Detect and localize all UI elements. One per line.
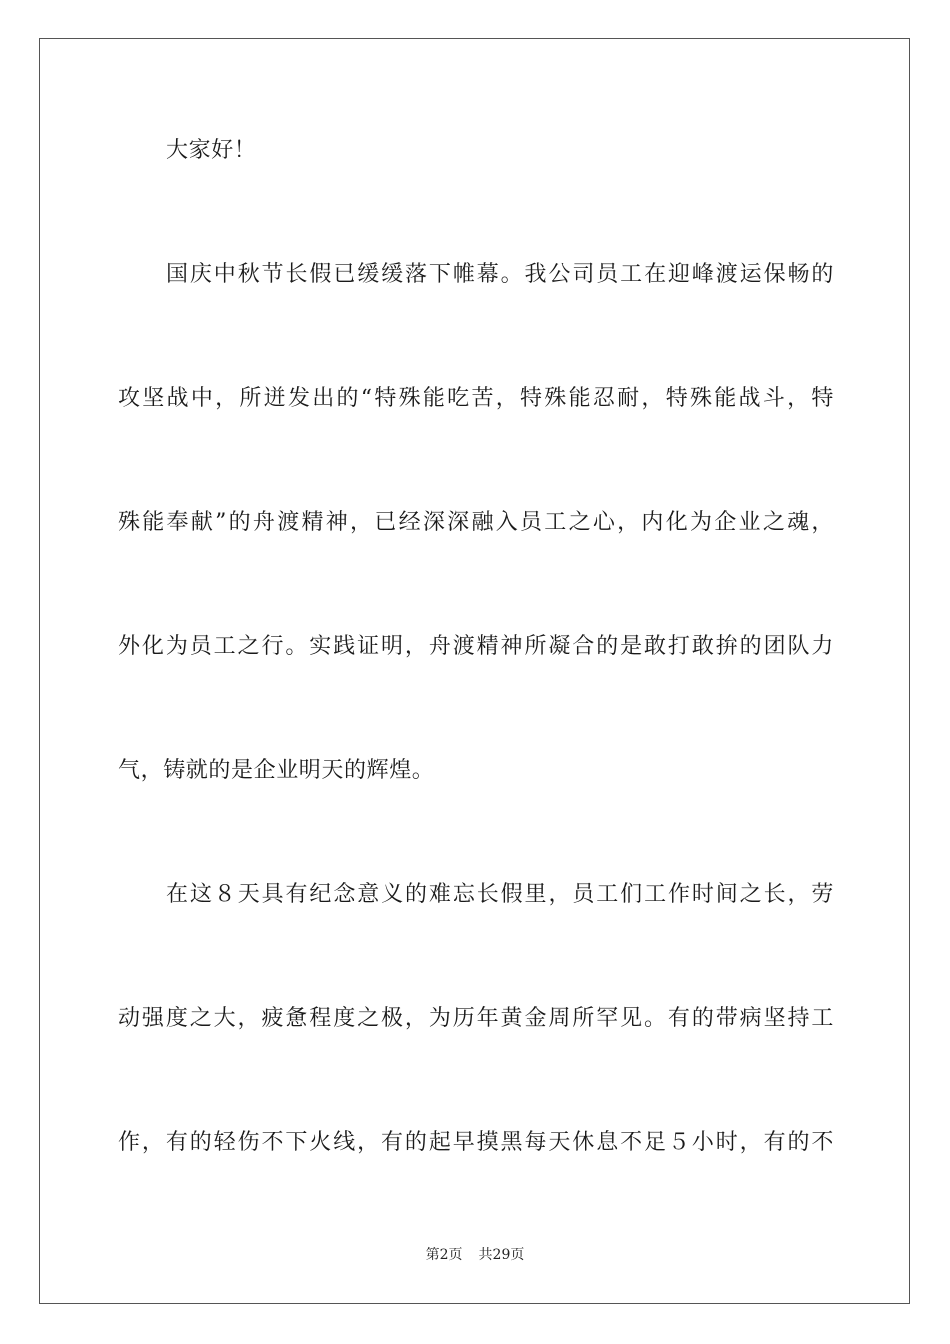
paragraph-1-line-5: 气，铸就的是企业明天的辉煌。: [118, 758, 435, 783]
page-footer: [0, 1245, 950, 1265]
paragraph-1-line-1: 国庆中秋节长假已缓缓落下帷幕。我公司员工在迎峰渡运保畅的: [166, 262, 834, 287]
paragraph-1-line-4: 外化为员工之行。实践证明，舟渡精神所凝合的是敢打敢拚的团队力: [118, 634, 834, 659]
page-border: [39, 38, 910, 1304]
paragraph-2-line-1: 在这８天具有纪念意义的难忘长假里，员工们工作时间之长，劳: [166, 882, 834, 907]
paragraph-2-line-2: 动强度之大，疲惫程度之极，为历年黄金周所罕见。有的带病坚持工: [118, 1006, 834, 1031]
greeting-line: 大家好！: [166, 138, 257, 163]
paragraph-2-line-3: 作，有的轻伤不下火线，有的起早摸黑每天休息不足５小时，有的不: [118, 1130, 834, 1155]
paragraph-1-line-2: 攻坚战中，所迸发出的“特殊能吃苦，特殊能忍耐，特殊能战斗，特: [118, 386, 834, 411]
paragraph-1-line-3: 殊能奉献”的舟渡精神，已经深深融入员工之心，内化为企业之魂，: [118, 510, 834, 535]
current-page-label: 第2页: [425, 1247, 463, 1263]
total-pages-label: 共29页: [478, 1247, 525, 1263]
